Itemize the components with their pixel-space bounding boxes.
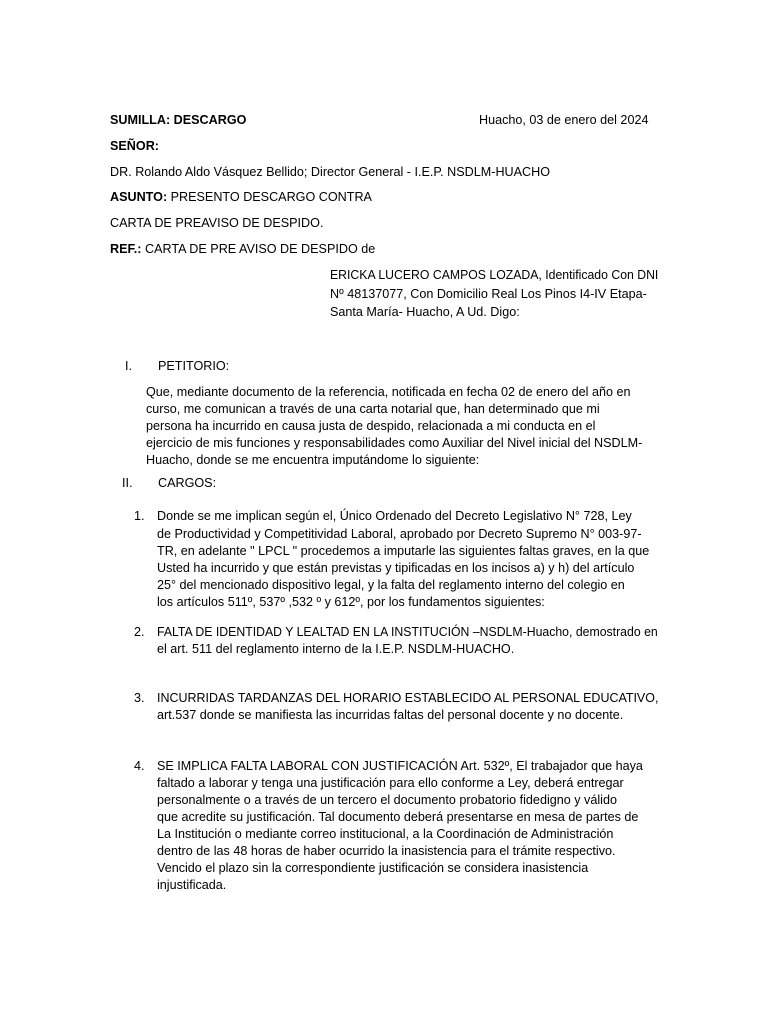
cargo-2-line-1: FALTA DE IDENTIDAD Y LEALTAD EN LA INSTITUCIÓN –NSDLM-Huacho, demostrado en (157, 625, 658, 639)
cargo-4-line-6: dentro de las 48 horas de haber ocurrido la inasistencia para el trámite respectivo. (157, 844, 616, 858)
asunto-line (110, 189, 372, 206)
cargo-1-line-3: TR, en adelante " LPCL " procedemos a imputarle las siguientes faltas graves, en la que (157, 544, 650, 558)
cargo-3-line-2: art.537 donde se manifiesta las incurridas faltas del personal docente y no docente. (157, 708, 624, 722)
sumilla-label: SUMILLA: DESCARGO (110, 113, 247, 127)
cargo-4-line-2: faltado a laborar y tenga una justificación para ello conforme a Ley, deberá entregar (157, 776, 624, 790)
cargo-1-line-2: de Productividad y Competitividad Laboral, aprobado por Decreto Supremo N° 003-97- (157, 527, 642, 541)
cargo-1-line-4: Usted ha incurrido y que están previstas y tipificadas en los incisos a) y h) del artículo (157, 561, 635, 575)
petitorio-line-4: ejercicio de mis funciones y responsabilidades como Auxiliar del Nivel inicial del NSDLM- (146, 436, 643, 450)
cargo-4-number: 4. (134, 759, 145, 773)
section-2-title: CARGOS: (158, 476, 217, 490)
asunto-label: ASUNTO: (110, 190, 168, 204)
ref-text: CARTA DE PRE AVISO DE DESPIDO de (141, 242, 376, 256)
asunto-line-2: CARTA DE PREAVISO DE DESPIDO. (110, 216, 324, 230)
section-2-number: II. (122, 476, 133, 490)
sender-line-1: ERICKA LUCERO CAMPOS LOZADA, Identificado Con DNI (330, 268, 659, 282)
cargo-3-line-1: INCURRIDAS TARDANZAS DEL HORARIO ESTABLECIDO AL PERSONAL EDUCATIVO, (157, 691, 659, 705)
cargo-1-number: 1. (134, 509, 145, 523)
cargo-4-line-5: La Institución o mediante correo institucional, a la Coordinación de Administración (157, 827, 614, 841)
petitorio-line-2: curso, me comunican a través de una carta notarial que, han determinado que mi (146, 402, 600, 416)
cargo-4-line-7: Vencido el plazo sin la correspondiente justificación se considera inasistencia (157, 861, 589, 875)
addressee: DR. Rolando Aldo Vásquez Bellido; Director General - I.E.P. NSDLM-HUACHO (110, 165, 551, 179)
cargo-1-line-5: 25° del mencionado dispositivo legal, y la falta del reglamento interno del colegio en (157, 578, 625, 592)
section-1-title: PETITORIO: (158, 359, 230, 373)
cargo-1-line-6: los artículos 511º, 537º ,532 º y 612º, por los fundamentos siguientes: (157, 595, 545, 609)
sender-line-2: Nº 48137077, Con Domicilio Real Los Pinos I4-IV Etapa- (330, 287, 647, 301)
section-1-number: I. (125, 359, 132, 373)
sender-line-3: Santa María- Huacho, A Ud. Digo: (330, 305, 520, 319)
petitorio-line-5: Huacho, donde se me encuentra imputándome lo siguiente: (146, 453, 480, 467)
cargo-3-number: 3. (134, 691, 145, 705)
senor-label: SEÑOR: (110, 139, 159, 153)
cargo-4-line-4: que acredite su justificación. Tal documento deberá presentarse en mesa de partes de (157, 810, 639, 824)
cargo-2-line-2: el art. 511 del reglamento interno de la I.E.P. NSDLM-HUACHO. (157, 642, 515, 656)
asunto-text: PRESENTO DESCARGO CONTRA (167, 190, 372, 204)
cargo-4-line-3: personalmente o a través de un tercero el documento probatorio fidedigno y válido (157, 793, 617, 807)
ref-label: REF.: (110, 242, 142, 256)
ref-line (110, 241, 375, 258)
cargo-1-line-1: Donde se me implican según el, Único Ordenado del Decreto Legislativo N° 728, Ley (157, 509, 632, 523)
cargo-4-line-8: injustificada. (157, 878, 227, 892)
petitorio-line-3: persona ha incurrido en causa justa de despido, relacionada a mi conducta en el (146, 419, 596, 433)
cargo-4-line-1: SE IMPLICA FALTA LABORAL CON JUSTIFICACIÓN Art. 532º, El trabajador que haya (157, 759, 643, 773)
document-date: Huacho, 03 de enero del 2024 (479, 113, 649, 127)
cargo-2-number: 2. (134, 625, 145, 639)
petitorio-line-1: Que, mediante documento de la referencia, notificada en fecha 02 de enero del año en (146, 385, 631, 399)
